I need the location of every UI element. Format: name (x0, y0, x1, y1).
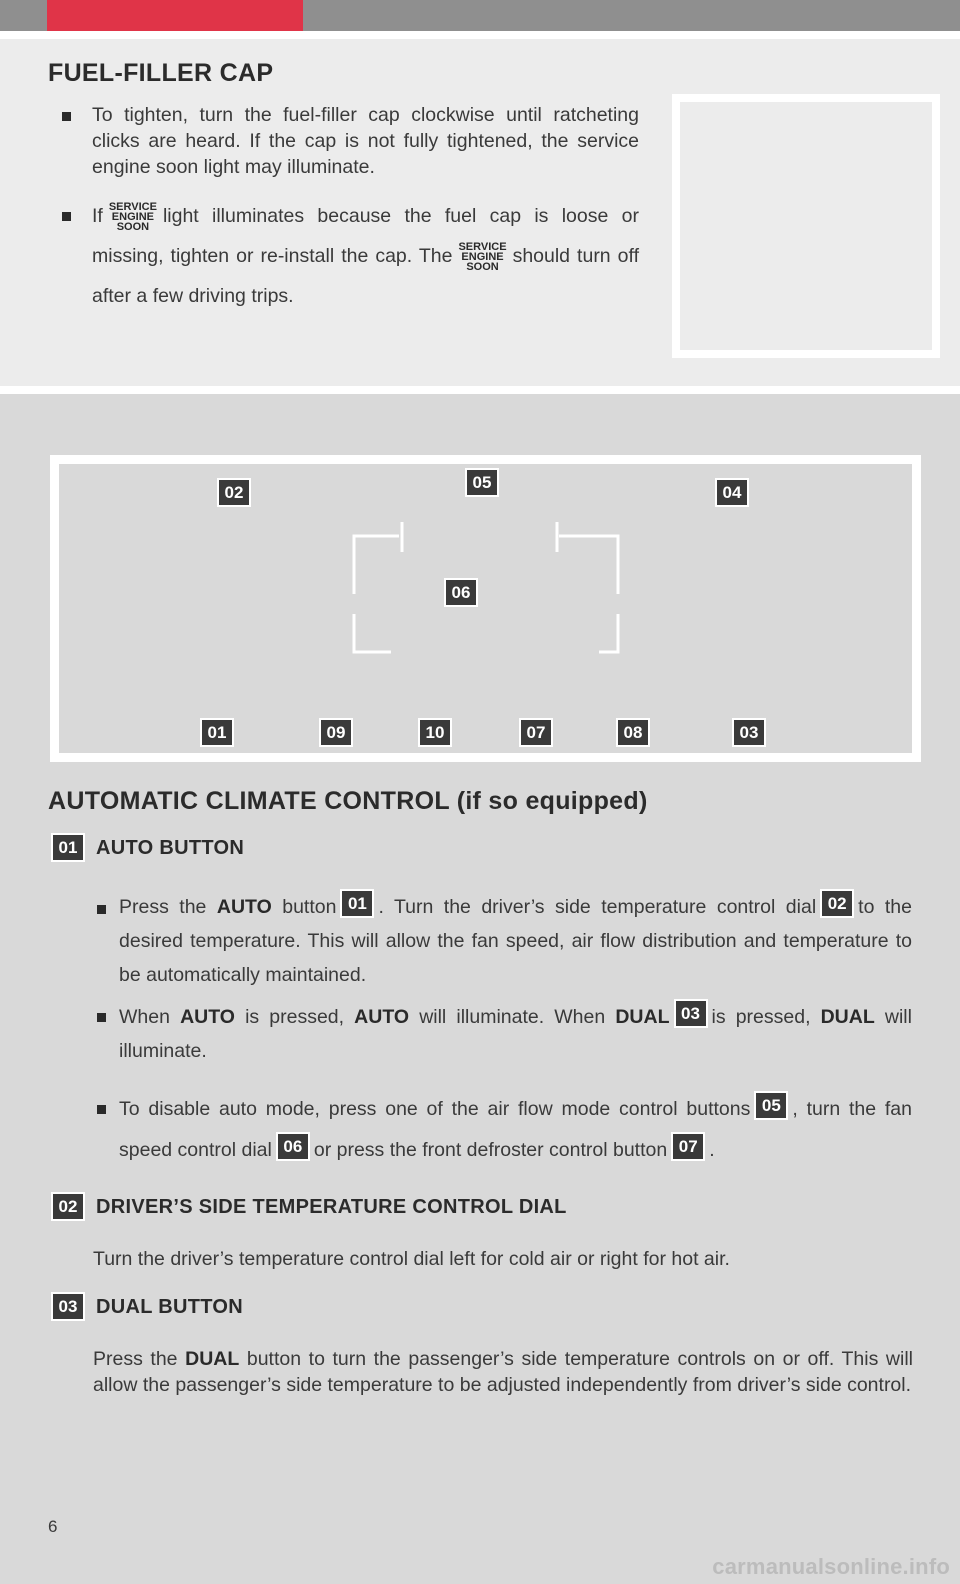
fuel-cap-photo (672, 94, 940, 358)
bullet-square (97, 1013, 106, 1022)
service-engine-soon-icon: SERVICE ENGINE SOON (108, 200, 157, 233)
tag-07: 07 (521, 720, 551, 745)
inline-tag-02: 02 (822, 891, 852, 916)
tag-05: 05 (467, 470, 497, 495)
service-engine-soon-icon: SERVICE ENGINE SOON (458, 240, 507, 273)
auto-bullet-1: Press the AUTO button 01 . Turn the driver’s side temperature control dial 02 to the desired temperature. This will allow the fan speed, air flow distribution and temperature to be automatically maintained. (119, 890, 912, 992)
bullet-square (97, 1105, 106, 1114)
auto-bullet-2: When AUTO is pressed, AUTO will illuminate. When DUAL 03 is pressed, DUAL will illuminate. (119, 1000, 912, 1068)
bullet-square (62, 212, 71, 221)
tag-01: 01 (202, 720, 232, 745)
tag-04: 04 (717, 480, 747, 505)
inline-tag-06: 06 (278, 1134, 308, 1159)
inline-tag-07: 07 (673, 1134, 703, 1159)
vent-outline (59, 464, 912, 753)
tag-08: 08 (618, 720, 648, 745)
driver-dial-heading: DRIVER’S SIDE TEMPERATURE CONTROL DIAL (96, 1196, 567, 1218)
inline-tag-05: 05 (756, 1093, 786, 1118)
tag-09: 09 (321, 720, 351, 745)
bullet-square (62, 112, 71, 121)
section-tag-03: 03 (53, 1294, 83, 1319)
top-accent-red (47, 0, 303, 31)
fuel-cap-bullet-1: To tighten, turn the fuel-filler cap clockwise until ratcheting clicks are heard. If the cap is not fully tightened, the service engine soon light may illuminate. (92, 104, 639, 178)
text-if: If (92, 205, 103, 227)
page-number: 6 (48, 1517, 58, 1536)
driver-dial-text: Turn the driver’s temperature control dial left for cold air or right for hot air. (93, 1248, 730, 1270)
auto-bullet-3: To disable auto mode, press one of the air flow mode control buttons 05 , turn the fan speed control dial 06 or press the front defroster control button 07 . (119, 1089, 912, 1171)
dual-button-heading: DUAL BUTTON (96, 1296, 244, 1318)
climate-control-title: AUTOMATIC CLIMATE CONTROL (if so equipped) (48, 787, 648, 815)
top-color-bar (0, 0, 960, 31)
watermark: carmanualsonline.info (712, 1554, 950, 1579)
tag-02: 02 (219, 480, 249, 505)
inline-tag-01: 01 (342, 891, 372, 916)
divider-fuel (0, 386, 960, 394)
fuel-cap-title: FUEL-FILLER CAP (48, 59, 274, 87)
divider-top (0, 31, 960, 39)
tag-10: 10 (420, 720, 450, 745)
inline-tag-03: 03 (676, 1001, 706, 1026)
text-b2c: should turn off after a few driving trips. (92, 245, 640, 307)
fuel-cap-bullet-2 (92, 196, 639, 316)
dual-button-text: Press the DUAL button to turn the passenger’s side temperature controls on or off. This will allow the passenger’s side temperature to be adjusted independently from driver’s side control. (93, 1348, 913, 1396)
text-b2: light illuminates because the fuel cap is loose or missing, tighten or re-install the cap. The (92, 205, 639, 267)
section-tag-01: 01 (53, 835, 83, 860)
climate-control-diagram (50, 455, 921, 762)
tag-03: 03 (734, 720, 764, 745)
section-tag-02: 02 (53, 1194, 83, 1219)
auto-button-heading: AUTO BUTTON (96, 837, 245, 859)
tag-06: 06 (446, 580, 476, 605)
bullet-square (97, 905, 106, 914)
